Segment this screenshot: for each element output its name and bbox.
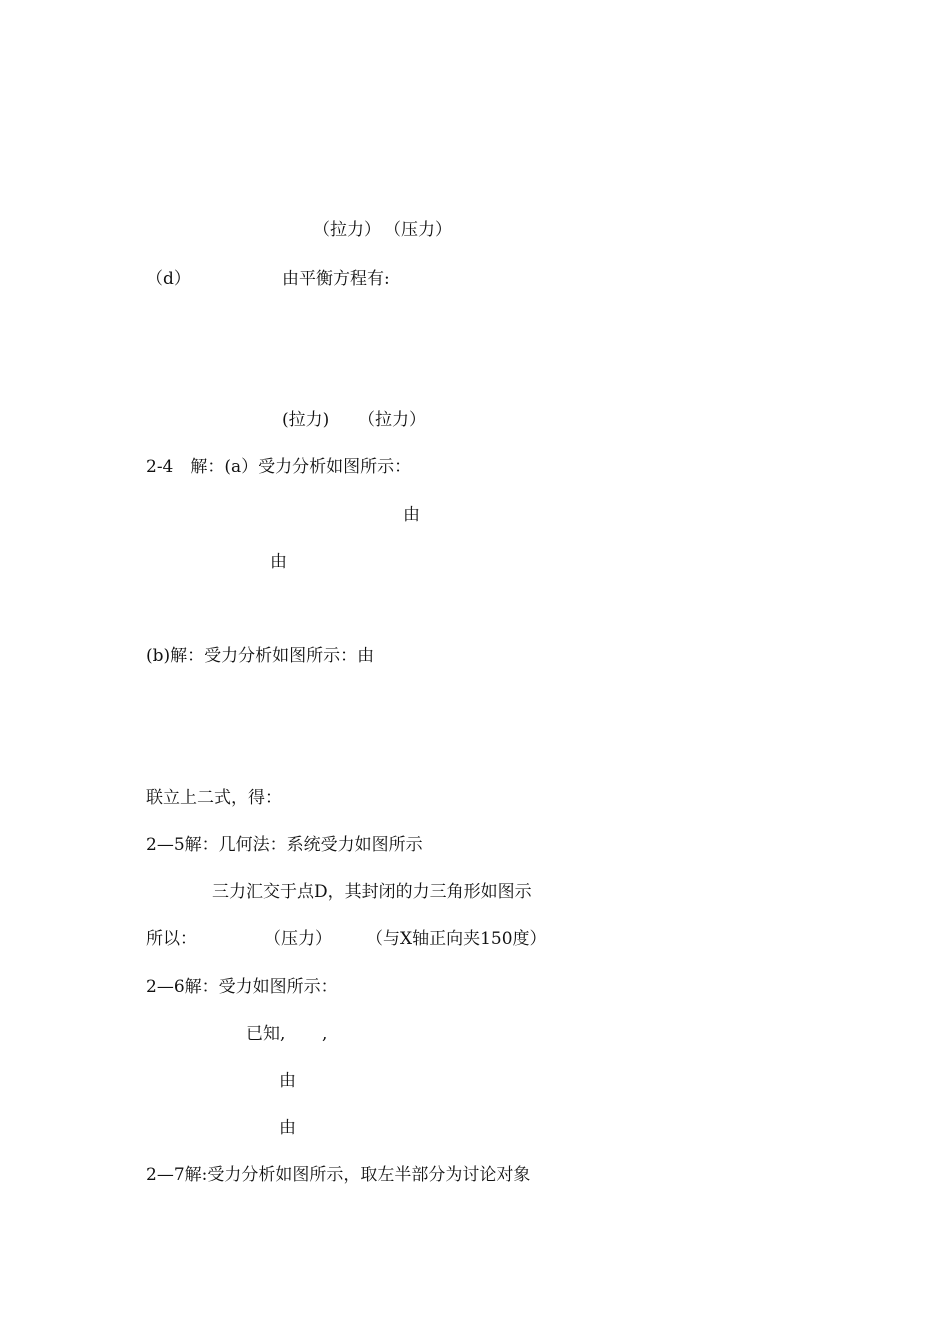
from-text-2: 由 — [270, 552, 287, 572]
label-tension-2: (拉力) — [282, 410, 330, 430]
from-text-4: 由 — [279, 1118, 296, 1138]
label-tension-3: （拉力） — [358, 410, 426, 430]
problem-2-6-heading: 2—6解：受力如图所示： — [146, 977, 338, 997]
problem-2-5-heading: 2—5解：几何法：系统受力如图所示 — [146, 835, 423, 855]
known-label: 已知, — [246, 1024, 286, 1044]
therefore-label: 所以： — [146, 929, 197, 949]
combine-text: 联立上二式，得： — [146, 788, 282, 808]
label-tension-1: （拉力） — [313, 220, 381, 240]
known-comma: , — [322, 1024, 328, 1044]
problem-2-7-heading: 2—7解:受力分析如图所示，取左半部分为讨论对象 — [146, 1165, 531, 1185]
from-text-1: 由 — [403, 505, 420, 525]
label-compression-1: （压力） — [384, 220, 452, 240]
problem-2-4-heading: 2-4 解：(a）受力分析如图所示： — [146, 457, 412, 477]
angle-note: （与X轴正向夹150度） — [366, 929, 547, 949]
concurrent-forces-text: 三力汇交于点D，其封闭的力三角形如图示 — [212, 882, 532, 902]
label-compression-2: （压力） — [264, 929, 332, 949]
part-b-text: (b)解：受力分析如图所示：由 — [146, 646, 375, 666]
equilibrium-text: 由平衡方程有: — [282, 269, 390, 289]
from-text-3: 由 — [279, 1071, 296, 1091]
part-d-label: （d） — [146, 269, 191, 289]
